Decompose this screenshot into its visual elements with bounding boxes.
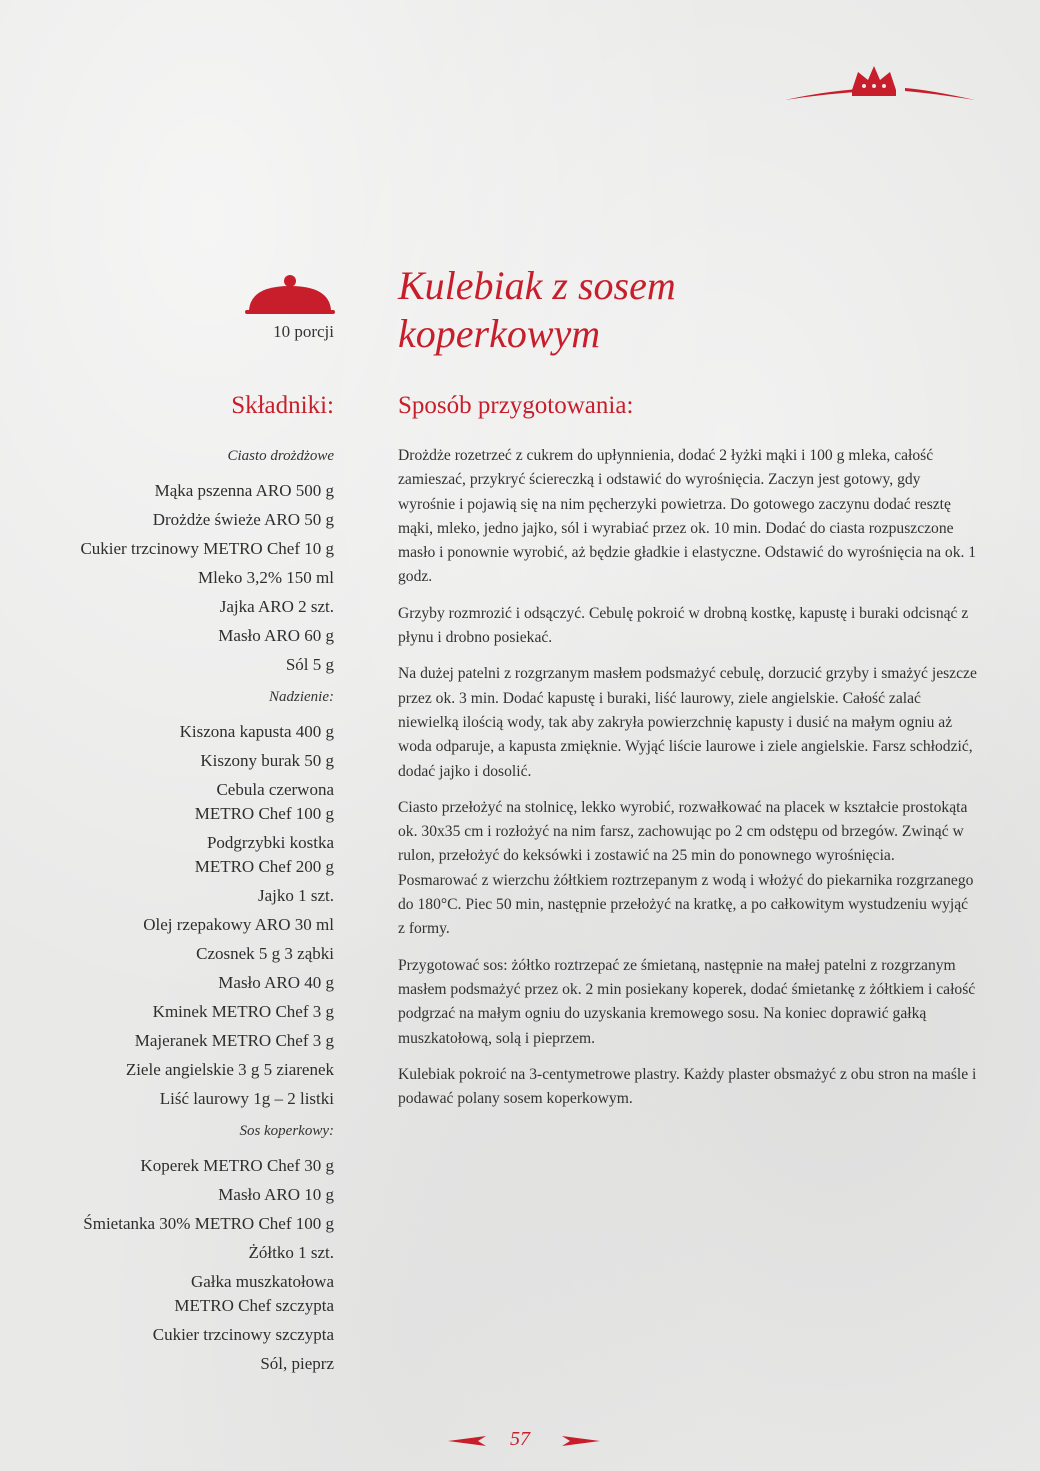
section-title: Sos koperkowy:	[239, 1123, 334, 1139]
ingredient-item: Cukier trzcinowy szczypta	[152, 1324, 334, 1344]
ingredient-item: Koperek METRO Chef 30 g	[140, 1155, 334, 1175]
ingredient-item: Mleko 3,2% 150 ml	[198, 567, 334, 587]
ingredient-item: Podgrzybki kostka METRO Chef 200 g	[194, 832, 334, 876]
ingredients-heading: Składniki:	[231, 392, 334, 419]
page-number: 57	[510, 1428, 530, 1450]
ingredient-item: Kminek METRO Chef 3 g	[152, 1001, 334, 1021]
ingredient-section	[14, 685, 334, 1113]
ingredient-section	[14, 1119, 334, 1378]
ingredient-item: Sól, pieprz	[260, 1353, 334, 1373]
ingredient-item: Żółtko 1 szt.	[248, 1242, 334, 1262]
ingredient-item: Masło ARO 40 g	[218, 972, 334, 992]
ingredients-list	[14, 444, 334, 1378]
method-paragraph: Kulebiak pokroić na 3-centymetrowe plastry. Każdy plaster obsmażyć z obu stron na maśle i podawać polany sosem koperkowym.	[398, 1065, 977, 1108]
section-title: Nadzienie:	[269, 689, 334, 705]
method-paragraph: Drożdże rozetrzeć z cukrem do upłynnienia, dodać 2 łyżki mąki i 100 g mleka, całość zamieszać, przykryć ściereczką i odstawić do wyrośnięcia. Zaczyn jest gotowy, gdy wyrośnie i pojawią się na nim pęcherzyki powietrza. Do gotowego zaczynu dodać resztę mąki, mleko, jedno jajko, sól i wyrabiać przez ok. 10 min. Dodać do ciasta rozpuszczone masło i ponownie wyrobić, aż będzie gładkie i elastyczne. Odstawić do wyrośnięcia na ok. 1 godz.	[398, 447, 977, 586]
method-paragraph: Grzyby rozmrozić i odsączyć. Cebulę pokroić w drobną kostkę, kapustę i buraki odcisnąć z płynu i drobno posiekać.	[398, 604, 969, 647]
ingredient-item: Cukier trzcinowy METRO Chef 10 g	[80, 538, 334, 558]
method-paragraph: Ciasto przełożyć na stolnicę, lekko wyrobić, rozwałkować na placek w kształcie prostokąta ok. 30x35 cm i rozłożyć na nim farsz, zachowując po 2 cm odstępu od brzegów. Zwinąć w rulon, przełożyć do keksówki i zostawić na 25 min do ponownego wyrośnięcia. Posmarować z wierzchu żółtkiem roztrzepanym z wodą i włożyć do piekarnika rozgrzanego do 180°C. Piec 50 min, następnie przełożyć na kratkę, a po całkowitym wystudzeniu wyjąć z formy.	[398, 798, 974, 938]
ingredient-item: Czosnek 5 g 3 ząbki	[196, 943, 334, 963]
method-paragraph: Na dużej patelni z rozgrzanym masłem podsmażyć cebulę, dorzucić grzyby i smażyć jeszcze przez ok. 3 min. Dodać kapustę i buraki, liść laurowy, ziele angielskie. Całość zalać niewielką ilością wody, tak aby zakryła powierzchnię kapusty i dusić na małym ogniu aż woda odparuje, a kapusta zmięknie. Wyjąć liście laurowe i ziele angielskie. Farsz schłodzić, dodać jajko i dosolić.	[398, 665, 977, 780]
ingredient-item: Gałka muszkatołowa METRO Chef szczypta	[174, 1271, 334, 1315]
ingredient-item: Mąka pszenna ARO 500 g	[154, 480, 334, 500]
ingredient-item: Masło ARO 10 g	[218, 1184, 334, 1204]
recipe-title: Kulebiak z sosem koperkowym	[398, 263, 676, 356]
method-text	[398, 444, 978, 1123]
ingredient-item: Majeranek METRO Chef 3 g	[134, 1030, 334, 1050]
ingredient-item: Drożdże świeże ARO 50 g	[152, 509, 334, 529]
ingredient-item: Liść laurowy 1g – 2 listki	[159, 1088, 334, 1108]
ingredient-item: Jajka ARO 2 szt.	[219, 596, 334, 616]
ingredient-item: Śmietanka 30% METRO Chef 100 g	[83, 1213, 334, 1233]
portions-label: 10 porcji	[273, 322, 334, 341]
arrow-right-icon	[562, 1436, 600, 1446]
ingredient-item: Olej rzepakowy ARO 30 ml	[143, 914, 334, 934]
ingredient-item: Kiszona kapusta 400 g	[179, 721, 334, 741]
ingredient-item: Kiszony burak 50 g	[200, 750, 334, 770]
section-title: Ciasto drożdżowe	[227, 448, 334, 464]
ingredient-item: Jajko 1 szt.	[257, 885, 334, 905]
ingredient-section	[14, 444, 334, 679]
ingredient-item: Ziele angielskie 3 g 5 ziarenek	[125, 1059, 334, 1079]
crown-icon	[780, 60, 980, 110]
cloche-icon	[245, 272, 335, 316]
ingredient-item: Sól 5 g	[285, 654, 334, 674]
method-heading: Sposób przygotowania:	[398, 392, 634, 419]
ingredient-item: Cebula czerwona METRO Chef 100 g	[194, 779, 334, 823]
ingredient-item: Masło ARO 60 g	[218, 625, 334, 645]
method-paragraph: Przygotować sos: żółtko roztrzepać ze śmietaną, następnie na małej patelni z rozgrzanym masłem podsmażyć przez ok. 2 min posiekany koperek, dodać śmietankę z żółtkiem i całość podgrzać na małym ogniu do uzyskania kremowego sosu. Na koniec doprawić gałką muszkatołową, solą i pieprzem.	[398, 956, 976, 1047]
